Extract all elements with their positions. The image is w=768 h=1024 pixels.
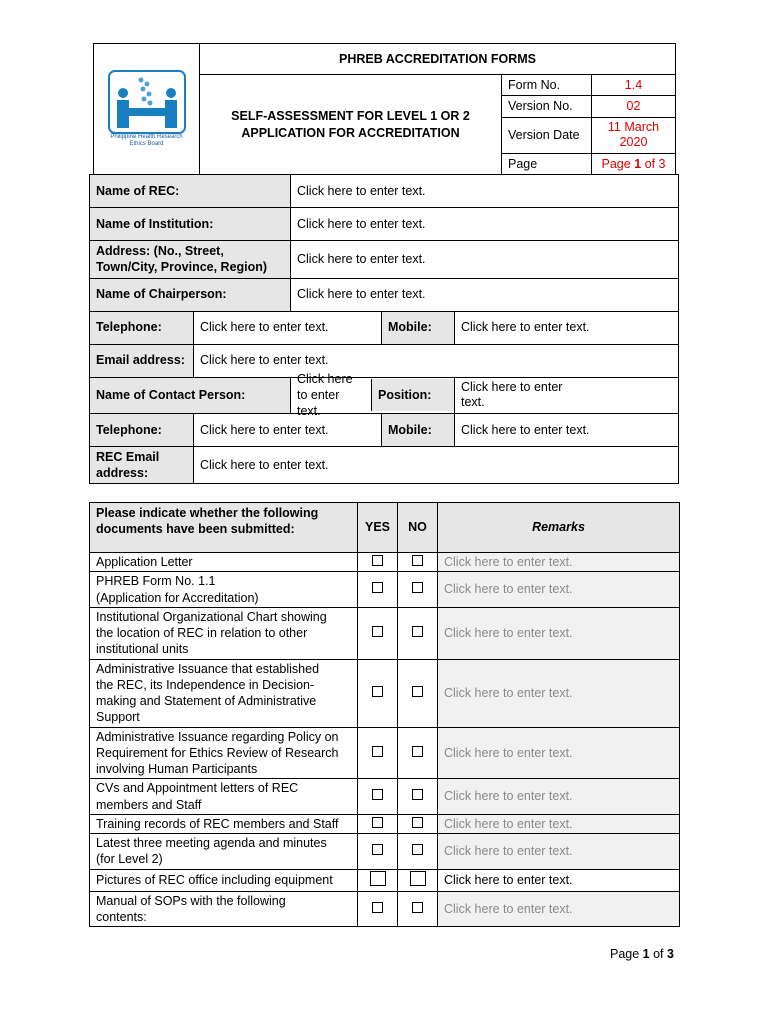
no-checkbox[interactable] [412, 626, 423, 637]
yes-checkbox-cell [358, 814, 398, 833]
telephone-field[interactable]: Click here to enter text. [194, 311, 382, 344]
table-row [90, 553, 680, 572]
table-row [90, 607, 680, 659]
documents-checklist [89, 502, 680, 927]
version-no-label: Version No. [502, 96, 592, 117]
institution-field[interactable]: Click here to enter text. [291, 208, 679, 241]
yes-checkbox[interactable] [370, 871, 386, 886]
logo [94, 44, 200, 175]
email-label: Email address: [90, 344, 194, 377]
yes-checkbox-cell [358, 553, 398, 572]
document-title: SELF-ASSESSMENT FOR LEVEL 1 OR 2 APPLICATION FOR ACCREDITATION [200, 75, 502, 175]
table-row [90, 814, 680, 833]
no-checkbox-cell [398, 553, 438, 572]
yes-checkbox[interactable] [372, 686, 383, 697]
position-field[interactable]: Click here to enter text. [455, 377, 679, 413]
yes-checkbox[interactable] [372, 844, 383, 855]
address-label: Address: (No., Street, Town/City, Province, Region) [90, 241, 291, 279]
no-checkbox[interactable] [412, 902, 423, 913]
page-value: Page 1 of 3 [592, 153, 676, 174]
no-checkbox-cell [398, 814, 438, 833]
table-row [90, 834, 680, 870]
table-row [90, 869, 680, 891]
no-checkbox-cell [398, 607, 438, 659]
yes-checkbox[interactable] [372, 902, 383, 913]
contact-person-cell [291, 371, 455, 419]
remarks-field[interactable]: Click here to enter text. [438, 814, 680, 833]
rec-name-field[interactable]: Click here to enter text. [291, 175, 679, 208]
version-date-label: Version Date [502, 117, 592, 153]
table-row [90, 891, 680, 927]
yes-checkbox-cell [358, 834, 398, 870]
telephone-2-label: Telephone: [90, 413, 194, 446]
table-row [90, 572, 680, 608]
yes-checkbox-cell [358, 659, 398, 727]
mobile-label: Mobile: [382, 311, 455, 344]
remarks-field[interactable]: Click here to enter text. [438, 869, 680, 891]
mobile-field[interactable]: Click here to enter text. [455, 311, 679, 344]
rec-name-label: Name of REC: [90, 175, 291, 208]
no-checkbox[interactable] [410, 871, 426, 886]
checklist-header-label: Please indicate whether the following documents have been submitted: [90, 503, 358, 553]
position-label: Position: [371, 379, 454, 411]
form-no-value: 1.4 [592, 75, 676, 96]
mobile-2-field[interactable]: Click here to enter text. [455, 413, 679, 446]
no-checkbox[interactable] [412, 789, 423, 800]
yes-checkbox[interactable] [372, 789, 383, 800]
remarks-field[interactable]: Click here to enter text. [438, 834, 680, 870]
no-checkbox[interactable] [412, 582, 423, 593]
version-no-value: 02 [592, 96, 676, 117]
rec-email-label: REC Email address: [90, 446, 194, 484]
contact-person-field[interactable]: Click here to enter text. [297, 371, 353, 419]
yes-column-header: YES [358, 503, 398, 553]
remarks-field[interactable]: Click here to enter text. [438, 779, 680, 815]
no-checkbox[interactable] [412, 746, 423, 757]
document-label: Latest three meeting agenda and minutes (for Level 2) [90, 834, 358, 870]
table-row [90, 727, 680, 779]
no-checkbox[interactable] [412, 844, 423, 855]
no-checkbox[interactable] [412, 817, 423, 828]
mobile-2-label: Mobile: [382, 413, 455, 446]
chairperson-field[interactable]: Click here to enter text. [291, 278, 679, 311]
no-checkbox[interactable] [412, 555, 423, 566]
institution-label: Name of Institution: [90, 208, 291, 241]
document-label: CVs and Appointment letters of REC members and Staff [90, 779, 358, 815]
email-field[interactable]: Click here to enter text. [194, 344, 679, 377]
table-row [90, 779, 680, 815]
yes-checkbox-cell [358, 869, 398, 891]
yes-checkbox[interactable] [372, 582, 383, 593]
address-field[interactable]: Click here to enter text. [291, 241, 679, 279]
no-checkbox[interactable] [412, 686, 423, 697]
form-title: PHREB ACCREDITATION FORMS [200, 44, 676, 75]
yes-checkbox-cell [358, 891, 398, 927]
yes-checkbox[interactable] [372, 817, 383, 828]
remarks-field[interactable]: Click here to enter text. [438, 607, 680, 659]
remarks-field[interactable]: Click here to enter text. [438, 572, 680, 608]
remarks-field[interactable]: Click here to enter text. [438, 727, 680, 779]
document-label: Administrative Issuance that established the REC, its Independence in Decision- making and Statement of Administrative Support [90, 659, 358, 727]
remarks-column-header: Remarks [438, 503, 680, 553]
telephone-label: Telephone: [90, 311, 194, 344]
document-label: Application Letter [90, 553, 358, 572]
document-label: Administrative Issuance regarding Policy on Requirement for Ethics Review of Research involving Human Participants [90, 727, 358, 779]
form-header [93, 43, 676, 175]
remarks-field[interactable]: Click here to enter text. [438, 891, 680, 927]
no-column-header: NO [398, 503, 438, 553]
telephone-2-field[interactable]: Click here to enter text. [194, 413, 382, 446]
remarks-field[interactable]: Click here to enter text. [438, 659, 680, 727]
page-label: Page [502, 153, 592, 174]
yes-checkbox-cell [358, 779, 398, 815]
yes-checkbox-cell [358, 727, 398, 779]
document-label: PHREB Form No. 1.1 (Application for Accreditation) [90, 572, 358, 608]
no-checkbox-cell [398, 834, 438, 870]
yes-checkbox[interactable] [372, 555, 383, 566]
remarks-field[interactable]: Click here to enter text. [438, 553, 680, 572]
yes-checkbox-cell [358, 572, 398, 608]
document-label: Training records of REC members and Staff [90, 814, 358, 833]
no-checkbox-cell [398, 659, 438, 727]
logo-caption: Philippine Health Research Ethics Board [110, 133, 183, 147]
document-label: Manual of SOPs with the following contents: [90, 891, 358, 927]
rec-email-field[interactable]: Click here to enter text. [194, 446, 679, 484]
document-label: Institutional Organizational Chart showing the location of REC in relation to other institutional units [90, 607, 358, 659]
form-no-label: Form No. [502, 75, 592, 96]
phreb-logo-icon [108, 70, 186, 134]
no-checkbox-cell [398, 869, 438, 891]
yes-checkbox[interactable] [372, 746, 383, 757]
document-label: Pictures of REC office including equipment [90, 869, 358, 891]
yes-checkbox[interactable] [372, 626, 383, 637]
no-checkbox-cell [398, 779, 438, 815]
page-footer: Page 1 of 3 [610, 947, 674, 961]
rec-info-table [89, 174, 679, 484]
no-checkbox-cell [398, 727, 438, 779]
yes-checkbox-cell [358, 607, 398, 659]
version-date-value: 11 March 2020 [592, 117, 676, 153]
contact-person-label: Name of Contact Person: [90, 377, 291, 413]
no-checkbox-cell [398, 891, 438, 927]
table-row [90, 659, 680, 727]
no-checkbox-cell [398, 572, 438, 608]
chairperson-label: Name of Chairperson: [90, 278, 291, 311]
